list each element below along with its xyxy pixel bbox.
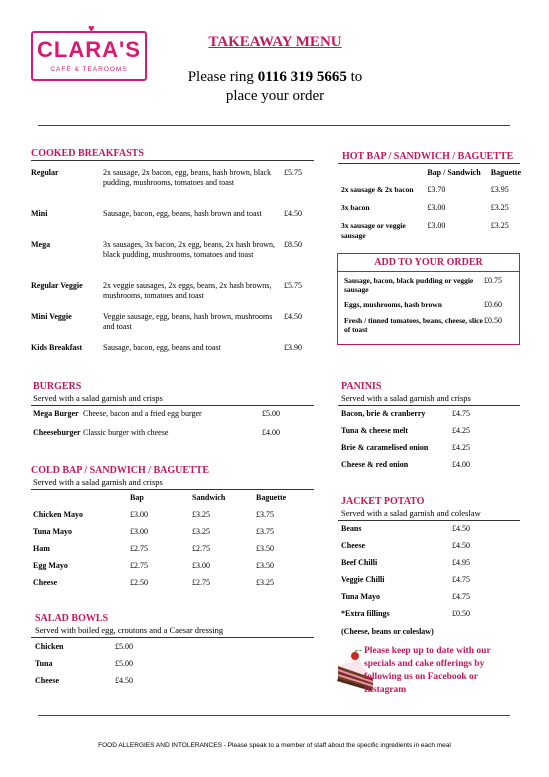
item-price: £4.50: [452, 541, 470, 550]
item-price: £4.00: [262, 428, 280, 437]
item-name: *Extra fillings: [341, 609, 390, 618]
item-desc: Veggie sausage, egg, beans, hash brown, mushrooms and toast: [103, 312, 273, 331]
coldbap-col-baguette: Baguette: [256, 493, 287, 502]
menu-row: [33, 527, 303, 544]
item-price: £4.75: [452, 575, 470, 584]
item-name: Mega Burger: [33, 409, 79, 418]
item-name: Brie & caramelised onion: [341, 443, 429, 452]
coldbap-col-bap: Bap: [130, 493, 144, 502]
item-price: £4.95: [452, 558, 470, 567]
item-price-sandwich: £2.75: [192, 578, 210, 587]
item-price: £3.90: [284, 343, 302, 352]
item-name: 3x bacon: [341, 203, 370, 212]
burgers-list: [33, 409, 313, 447]
menu-row: [33, 578, 303, 595]
menu-row: [33, 510, 303, 527]
paninis-title: PANINIS: [341, 381, 382, 392]
item-name: Kids Breakfast: [31, 343, 83, 352]
salad-title: SALAD BOWLS: [35, 613, 109, 624]
item-price: £4.50: [284, 209, 302, 218]
item-price: £5.00: [115, 659, 133, 668]
item-price: £4.25: [452, 426, 470, 435]
menu-row: [341, 609, 491, 626]
item-price-sandwich: £3.25: [192, 527, 210, 536]
menu-row: [344, 300, 520, 316]
menu-row: [31, 209, 314, 240]
menu-row: [341, 203, 521, 221]
footer-divider: [38, 715, 510, 716]
item-name: 3x sausage or veggie sausage: [341, 221, 406, 240]
menu-row: [341, 541, 491, 558]
hotbap-col1: Bap / Sandwich: [427, 168, 481, 177]
logo-subtitle: CAFÉ & TEAROOMS: [50, 66, 128, 73]
page-title: TAKEAWAY MENU: [208, 34, 342, 50]
hotbap-title: HOT BAP / SANDWICH / BAGUETTE: [342, 151, 514, 162]
item-price-bap: £2.50: [130, 578, 148, 587]
addon-box: [337, 253, 520, 345]
item-name: Mega: [31, 240, 51, 249]
item-name: Regular: [31, 168, 59, 177]
menu-row: [344, 276, 520, 300]
item-price: £5.00: [115, 642, 133, 651]
burgers-subtitle: Served with a salad garnish and crisps: [33, 393, 163, 403]
menu-row: [35, 676, 155, 693]
menu-row: [35, 642, 155, 659]
coldbap-list: [33, 493, 303, 595]
menu-row: [344, 316, 520, 340]
menu-row: [31, 312, 314, 343]
item-price-sandwich: £3.00: [192, 561, 210, 570]
menu-row: [341, 592, 491, 609]
item-price: £4.75: [452, 409, 470, 418]
logo: [31, 23, 147, 81]
item-price-sandwich: £2.75: [192, 544, 210, 553]
item-price-baguette: £3.75: [256, 527, 274, 536]
item-price: £4.50: [284, 312, 302, 321]
menu-row: [33, 544, 303, 561]
menu-row: [31, 168, 314, 209]
logo-name: CLARA'S: [37, 37, 141, 62]
item-price: £4.00: [452, 460, 470, 469]
item-name: 2x sausage & 2x bacon: [341, 185, 414, 194]
salad-list: [35, 642, 155, 693]
jacket-title: JACKET POTATO: [341, 496, 425, 507]
item-price-bap: £3.70: [427, 185, 446, 194]
item-price-bap: £2.75: [130, 561, 148, 570]
item-price-sandwich: £3.25: [192, 510, 210, 519]
item-name: Cheese: [33, 578, 57, 587]
item-price-bap: £3.00: [130, 527, 148, 536]
item-name: Beef Chilli: [341, 558, 378, 567]
item-price-bap: £3.00: [427, 221, 446, 230]
item-price-bap: £2.75: [130, 544, 148, 553]
cooked-underline: [31, 160, 314, 161]
item-price: £0.50: [452, 609, 470, 618]
paninis-list: [341, 409, 491, 477]
item-price: £4.50: [452, 524, 470, 533]
item-name: Chicken Mayo: [33, 510, 83, 519]
heart-icon: ♥: [88, 23, 95, 35]
item-desc: 2x veggie sausages, 2x eggs, beans, 2x hash browns, mushrooms, tomatoes and toast: [103, 281, 272, 300]
item-price-baguette: £3.50: [256, 544, 274, 553]
allergy-notice: FOOD ALLERGIES AND INTOLERANCES - Please speak to a member of staff about the specific ingredients in each meal: [98, 742, 451, 749]
item-name: Chicken: [35, 642, 64, 651]
item-name: Ham: [33, 544, 50, 553]
salad-subtitle: Served with boiled egg, croutons and a Caesar dressing: [35, 625, 224, 635]
addon-name: Fresh / tinned tomatoes, beans, cheese, slice of toast: [344, 316, 483, 334]
menu-row: [33, 409, 313, 428]
social-promo: Please keep up to date with our specials and cake offerings by following us on Facebook or Instagram: [364, 646, 491, 695]
menu-row: [31, 281, 314, 312]
paninis-underline: [338, 405, 520, 406]
item-name: Tuna Mayo: [341, 592, 381, 601]
item-desc: Sausage, bacon, egg, beans and toast: [103, 343, 221, 352]
item-price: £4.50: [115, 676, 133, 685]
jacket-subtitle: Served with a salad garnish and coleslaw: [341, 508, 481, 518]
header-divider: [38, 125, 510, 126]
item-price: £5.75: [284, 281, 302, 290]
item-price-bap: £3.00: [130, 510, 148, 519]
item-name: Cheeseburger: [33, 428, 81, 437]
item-name: Veggie Chilli: [341, 575, 385, 584]
coldbap-col-sandwich: Sandwich: [192, 493, 226, 502]
item-price: £5.00: [262, 409, 280, 418]
item-name: Cheese & red onion: [341, 460, 409, 469]
coldbap-underline: [31, 489, 314, 490]
item-price: £8.50: [284, 240, 302, 249]
item-name: Beans: [341, 524, 362, 533]
burgers-title: BURGERS: [33, 381, 82, 392]
cooked-list: [31, 168, 314, 361]
item-price: £4.25: [452, 443, 470, 452]
coldbap-subtitle: Served with a salad garnish and crisps: [33, 477, 163, 487]
addon-name: Sausage, bacon, black pudding or veggie sausage: [344, 276, 474, 294]
coldbap-title: COLD BAP / SANDWICH / BAGUETTE: [31, 465, 210, 476]
jacket-note: (Cheese, beans or coleslaw): [341, 627, 434, 636]
item-desc: 2x sausage, 2x bacon, egg, beans, hash brown, black pudding, mushrooms, tomatoes and toast: [103, 168, 272, 187]
item-price-baguette: £3.25: [490, 221, 509, 230]
order-phone-text: Please ring 0116 319 5665 to place your order: [187, 69, 363, 104]
menu-row: [341, 443, 491, 460]
phone-number[interactable]: 0116 319 5665: [257, 69, 347, 85]
item-price-baguette: £3.75: [256, 510, 274, 519]
addon-price: £0.50: [484, 316, 502, 325]
item-price-bap: £3.00: [427, 203, 446, 212]
hotbap-list: [341, 168, 521, 245]
menu-row: [31, 240, 314, 281]
menu-row: [341, 575, 491, 592]
item-name: Tuna & cheese melt: [341, 426, 409, 435]
item-desc: Classic burger with cheese: [83, 428, 169, 437]
item-desc: 3x sausages, 3x bacon, 2x egg, beans, 2x hash brown, black pudding, mushrooms, tomatoes and toast: [103, 240, 275, 259]
item-name: Mini Veggie: [31, 312, 72, 321]
item-desc: Cheese, bacon and a fried egg burger: [83, 409, 202, 418]
item-price: £5.75: [284, 168, 302, 177]
item-price-baguette: £3.25: [256, 578, 274, 587]
salad-underline: [31, 637, 314, 638]
addon-price: £0.75: [484, 276, 502, 285]
addon-price: £0.60: [484, 300, 502, 309]
item-name: Mini: [31, 209, 48, 218]
item-price: £4.75: [452, 592, 470, 601]
menu-row: [341, 221, 521, 245]
item-price-baguette: £3.50: [256, 561, 274, 570]
burgers-underline: [31, 405, 314, 406]
menu-row: [33, 561, 303, 578]
item-name: Regular Veggie: [31, 281, 83, 290]
jacket-underline: [338, 520, 520, 521]
addon-title: ADD TO YOUR ORDER: [374, 257, 483, 268]
menu-row: [35, 659, 155, 676]
jacket-list: [341, 524, 491, 626]
menu-row: [341, 460, 491, 477]
menu-row: [341, 185, 521, 203]
hotbap-col2: Baguette: [490, 168, 521, 177]
addon-name: Eggs, mushrooms, hash brown: [344, 300, 442, 309]
item-name: Tuna Mayo: [33, 527, 73, 536]
menu-row: [341, 409, 491, 426]
menu-row: [31, 343, 314, 361]
hotbap-underline: [338, 163, 520, 164]
item-price-baguette: £3.95: [490, 185, 509, 194]
item-name: Cheese: [35, 676, 59, 685]
item-name: Tuna: [35, 659, 53, 668]
menu-row: [341, 558, 491, 575]
item-name: Cheese: [341, 541, 365, 550]
paninis-subtitle: Served with a salad garnish and crisps: [341, 393, 471, 403]
menu-row: [341, 524, 491, 541]
cooked-title: COOKED BREAKFASTS: [31, 148, 144, 159]
menu-row: [33, 428, 313, 447]
item-price-baguette: £3.25: [490, 203, 509, 212]
item-desc: Sausage, bacon, egg, beans, hash brown and toast: [103, 209, 262, 218]
menu-row: [341, 426, 491, 443]
item-name: Egg Mayo: [33, 561, 68, 570]
item-name: Bacon, brie & cranberry: [341, 409, 426, 418]
